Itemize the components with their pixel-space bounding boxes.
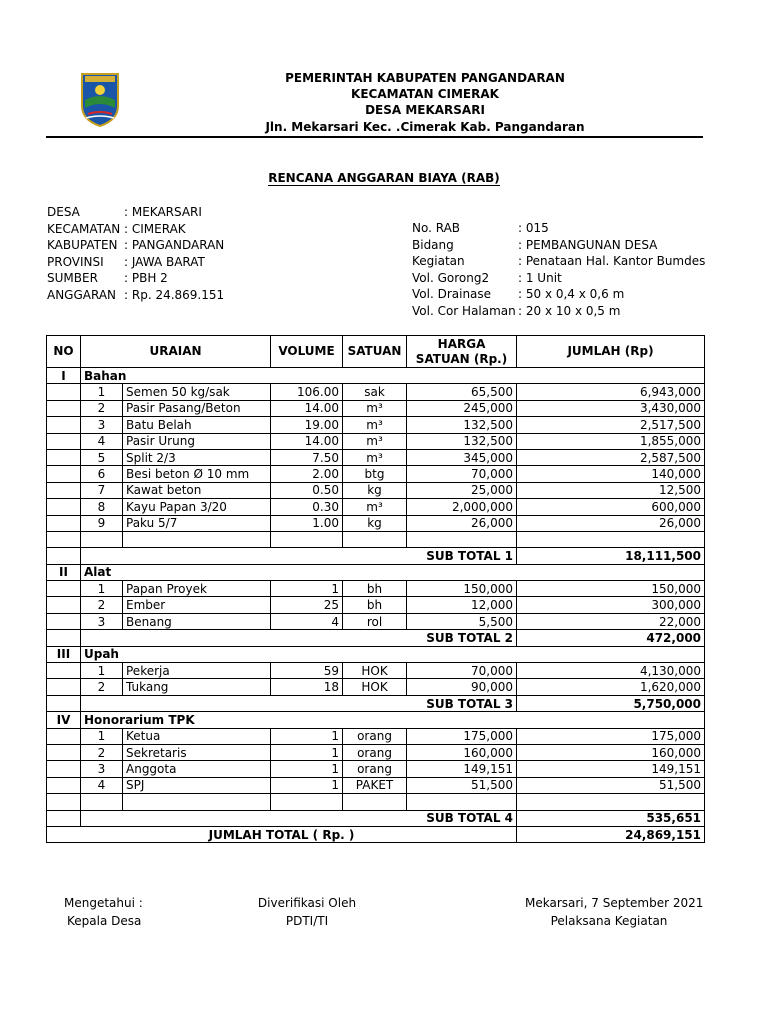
item-amount: 12,500 [517,482,705,498]
item-volume: 4 [271,613,343,629]
info-label: ANGGARAN [47,287,117,302]
item-unit-price: 5,500 [407,613,517,629]
item-amount: 51,500 [517,777,705,793]
item-description: Anggota [123,761,271,777]
info-value: : JAWA BARAT [124,254,205,269]
info-value: : 1 Unit [518,270,562,285]
item-volume: 1.00 [271,515,343,531]
header-village: DESA MEKARSARI [365,103,485,117]
row-spacer-cell [47,466,81,482]
header-district: KECAMATAN CIMERAK [351,87,499,101]
table-row [47,728,705,744]
item-description: Pasir Pasang/Beton [123,400,271,416]
info-value: : Penataan Hal. Kantor Bumdes [518,254,706,269]
signature-middle [257,894,357,930]
item-unit: orang [343,744,407,760]
item-description: Besi beton Ø 10 mm [123,466,271,482]
subtotal-label: SUB TOTAL 1 [81,548,517,564]
budget-table [46,335,705,843]
item-unit-price: 90,000 [407,679,517,695]
item-amount: 2,517,500 [517,417,705,433]
empty-cell [123,531,271,547]
item-description: Batu Belah [123,417,271,433]
item-unit-price: 70,000 [407,466,517,482]
empty-cell [271,794,343,810]
section-name: Honorarium TPK [81,712,705,728]
signature-right-date: Mekarsari, 7 September 2021 [525,896,704,910]
section-header-row [47,712,705,728]
item-unit-price: 132,500 [407,417,517,433]
empty-cell [81,794,123,810]
item-amount: 160,000 [517,744,705,760]
item-number: 4 [81,433,123,449]
signature-left-role: Kepala Desa [67,914,142,928]
section-header-row [47,646,705,662]
item-unit-price: 65,500 [407,384,517,400]
item-volume: 106.00 [271,384,343,400]
item-amount: 1,620,000 [517,679,705,695]
item-amount: 1,855,000 [517,433,705,449]
table-row [47,499,705,515]
table-row [47,384,705,400]
info-label: Bidang [412,237,454,252]
item-amount: 4,130,000 [517,663,705,679]
table-row [47,663,705,679]
row-spacer-cell [47,433,81,449]
empty-cell [407,794,517,810]
header-no: NO [47,336,81,368]
info-value: : PEMBANGUNAN DESA [518,237,658,252]
item-unit: m³ [343,449,407,465]
item-amount: 150,000 [517,581,705,597]
item-volume: 59 [271,663,343,679]
item-number: 8 [81,499,123,515]
item-amount: 22,000 [517,613,705,629]
subtotal-row [47,630,705,646]
subtotal-value: 5,750,000 [517,695,705,711]
item-amount: 175,000 [517,728,705,744]
row-spacer-cell [47,581,81,597]
item-volume: 1 [271,728,343,744]
info-value: : 20 x 10 x 0,5 m [518,303,621,318]
item-number: 2 [81,597,123,613]
empty-cell [47,794,81,810]
item-volume: 7.50 [271,449,343,465]
subtotal-label: SUB TOTAL 2 [81,630,517,646]
section-header-row [47,368,705,384]
signature-middle-title: Diverifikasi Oleh [257,896,357,910]
row-spacer-cell [47,613,81,629]
empty-cell [81,531,123,547]
section-name: Upah [81,646,705,662]
row-spacer-cell [47,663,81,679]
item-volume: 2.00 [271,466,343,482]
header-address: Jln. Mekarsari Kec. .Cimerak Kab. Pangandaran [265,120,585,134]
item-unit-price: 70,000 [407,663,517,679]
header-harga: HARGA SATUAN (Rp.) [407,336,517,368]
header-jumlah: JUMLAH (Rp) [517,336,705,368]
table-row [47,777,705,793]
item-description: Kawat beton [123,482,271,498]
subtotal-row [47,548,705,564]
row-spacer-cell [47,449,81,465]
row-spacer-cell [47,695,81,711]
info-value: : PBH 2 [124,271,168,286]
item-unit: m³ [343,499,407,515]
item-number: 4 [81,777,123,793]
subtotal-value: 472,000 [517,630,705,646]
table-row [47,449,705,465]
grand-total-row [47,826,705,842]
info-value: : 015 [518,221,549,235]
item-number: 1 [81,728,123,744]
item-amount: 26,000 [517,515,705,531]
item-volume: 14.00 [271,433,343,449]
table-row [47,597,705,613]
item-volume: 1 [271,744,343,760]
item-volume: 0.30 [271,499,343,515]
document-title-text: RENCANA ANGGARAN BIAYA (RAB) [268,171,500,185]
empty-cell [517,531,705,547]
item-number: 2 [81,400,123,416]
info-label: Vol. Gorong2 [412,270,490,285]
header-government: PEMERINTAH KABUPATEN PANGANDARAN [285,71,565,85]
info-label: Vol. Cor Halaman [412,303,516,318]
signature-right [525,894,704,930]
item-volume: 1 [271,777,343,793]
item-unit: bh [343,597,407,613]
info-label: PROVINSI [47,254,104,269]
item-description: SPJ [123,777,271,793]
empty-cell [343,531,407,547]
item-description: Pasir Urung [123,433,271,449]
item-unit-price: 175,000 [407,728,517,744]
section-name: Bahan [81,368,705,384]
section-number: II [47,564,81,580]
item-unit-price: 149,151 [407,761,517,777]
subtotal-label: SUB TOTAL 4 [81,810,517,826]
subtotal-value: 535,651 [517,810,705,826]
table-body [47,368,705,843]
item-unit: orang [343,761,407,777]
empty-cell [271,531,343,547]
item-description: Papan Proyek [123,581,271,597]
empty-cell [123,794,271,810]
table-row [47,433,705,449]
row-spacer-cell [47,810,81,826]
item-unit-price: 51,500 [407,777,517,793]
item-volume: 0.50 [271,482,343,498]
row-spacer-cell [47,548,81,564]
item-unit-price: 25,000 [407,482,517,498]
item-amount: 2,587,500 [517,449,705,465]
item-volume: 19.00 [271,417,343,433]
item-description: Benang [123,613,271,629]
item-unit-price: 26,000 [407,515,517,531]
subtotal-row [47,695,705,711]
item-unit-price: 245,000 [407,400,517,416]
left-info-block [47,204,224,304]
section-number: I [47,368,81,384]
signature-middle-role: PDTI/TI [285,914,329,928]
item-unit: bh [343,581,407,597]
info-label: DESA [47,205,80,219]
row-spacer-cell [47,761,81,777]
info-value: : CIMERAK [124,221,186,236]
item-number: 3 [81,613,123,629]
item-amount: 140,000 [517,466,705,482]
subtotal-row [47,810,705,826]
item-description: Pekerja [123,663,271,679]
subtotal-label: SUB TOTAL 3 [81,695,517,711]
item-description: Ketua [123,728,271,744]
row-spacer-cell [47,777,81,793]
header-satuan: SATUAN [343,336,407,368]
row-spacer-cell [47,597,81,613]
item-number: 1 [81,663,123,679]
header-divider [46,136,703,138]
item-unit: rol [343,613,407,629]
item-number: 3 [81,761,123,777]
item-amount: 149,151 [517,761,705,777]
signature-right-role: Pelaksana Kegiatan [550,914,668,928]
item-number: 9 [81,515,123,531]
info-value: : 50 x 0,4 x 0,6 m [518,287,625,302]
item-unit: orang [343,728,407,744]
item-unit: m³ [343,400,407,416]
signature-left [64,894,143,930]
row-spacer-cell [47,400,81,416]
item-description: Sekretaris [123,744,271,760]
item-volume: 14.00 [271,400,343,416]
item-amount: 6,943,000 [517,384,705,400]
row-spacer-cell [47,744,81,760]
table-row [47,744,705,760]
table-row [47,482,705,498]
item-volume: 25 [271,597,343,613]
section-name: Alat [81,564,705,580]
table-row-empty [47,794,705,810]
empty-cell [343,794,407,810]
item-unit-price: 345,000 [407,449,517,465]
empty-cell [517,794,705,810]
item-unit-price: 12,000 [407,597,517,613]
section-number: III [47,646,81,662]
item-number: 6 [81,466,123,482]
info-label: Vol. Drainase [412,287,492,302]
info-value: : Rp. 24.869.151 [124,287,225,302]
item-number: 5 [81,449,123,465]
row-spacer-cell [47,482,81,498]
info-label: SUMBER [47,271,98,286]
table-row [47,613,705,629]
item-unit-price: 132,500 [407,433,517,449]
table-row [47,417,705,433]
info-label: KABUPATEN [47,238,118,253]
item-amount: 3,430,000 [517,400,705,416]
item-number: 2 [81,744,123,760]
item-unit: sak [343,384,407,400]
section-header-row [47,564,705,580]
item-unit-price: 2,000,000 [407,499,517,515]
info-value: : PANGANDARAN [124,238,225,253]
table-row [47,581,705,597]
table-row [47,679,705,695]
table-row [47,466,705,482]
header-volume: VOLUME [271,336,343,368]
row-spacer-cell [47,515,81,531]
empty-cell [407,531,517,547]
grand-total-label: JUMLAH TOTAL ( Rp. ) [47,826,517,842]
item-volume: 1 [271,761,343,777]
row-spacer-cell [47,728,81,744]
item-unit: kg [343,515,407,531]
item-description: Tukang [123,679,271,695]
info-value: : MEKARSARI [124,205,202,219]
item-description: Semen 50 kg/sak [123,384,271,400]
item-description: Kayu Papan 3/20 [123,499,271,515]
item-unit: m³ [343,417,407,433]
item-number: 1 [81,384,123,400]
signature-left-title: Mengetahui : [64,896,143,910]
right-info-block [412,220,705,320]
info-label: KECAMATAN [47,221,121,236]
item-unit: m³ [343,433,407,449]
item-number: 3 [81,417,123,433]
item-description: Split 2/3 [123,449,271,465]
empty-cell [47,531,81,547]
row-spacer-cell [47,384,81,400]
item-unit-price: 160,000 [407,744,517,760]
item-amount: 600,000 [517,499,705,515]
item-description: Paku 5/7 [123,515,271,531]
table-row-empty [47,531,705,547]
row-spacer-cell [47,630,81,646]
table-row [47,400,705,416]
item-number: 1 [81,581,123,597]
item-number: 7 [81,482,123,498]
row-spacer-cell [47,417,81,433]
info-label: No. RAB [412,221,461,235]
header-uraian: URAIAN [81,336,271,368]
item-amount: 300,000 [517,597,705,613]
table-header-row [47,336,705,368]
grand-total-value: 24,869,151 [517,826,705,842]
row-spacer-cell [47,499,81,515]
item-unit: HOK [343,663,407,679]
table-row [47,761,705,777]
item-unit-price: 150,000 [407,581,517,597]
item-unit: kg [343,482,407,498]
document-title [0,171,768,185]
item-unit: HOK [343,679,407,695]
item-unit: PAKET [343,777,407,793]
info-label: Kegiatan [412,254,465,269]
item-number: 2 [81,679,123,695]
row-spacer-cell [47,679,81,695]
section-number: IV [47,712,81,728]
item-volume: 1 [271,581,343,597]
item-unit: btg [343,466,407,482]
subtotal-value: 18,111,500 [517,548,705,564]
item-description: Ember [123,597,271,613]
item-volume: 18 [271,679,343,695]
table-row [47,515,705,531]
